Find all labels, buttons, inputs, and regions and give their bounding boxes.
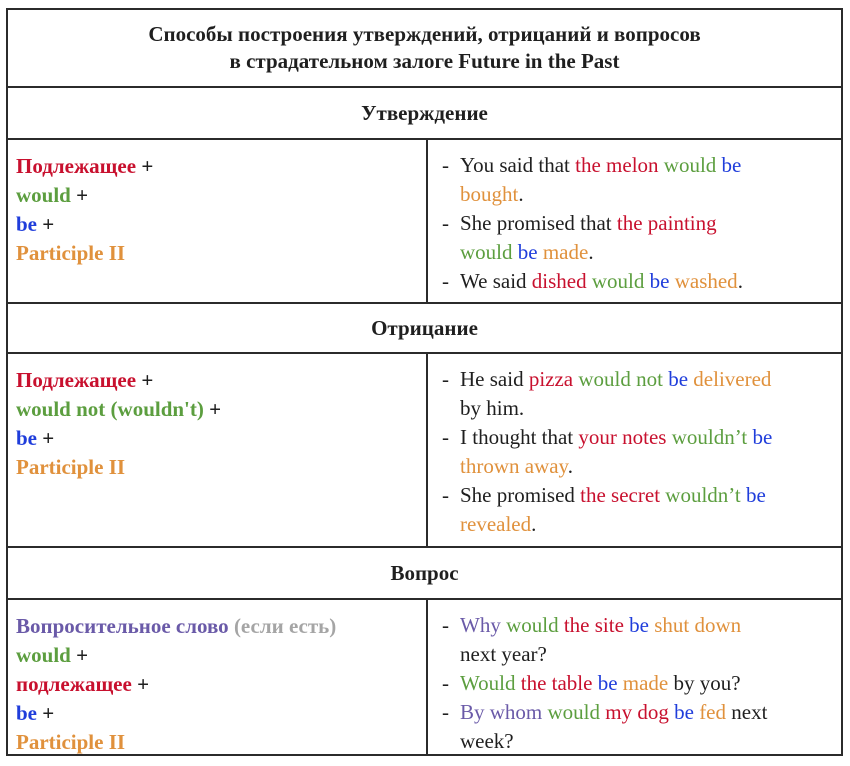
example-segment: By whom	[460, 700, 543, 724]
example-segment: by you?	[668, 671, 741, 695]
bullet-dash: -	[442, 367, 449, 391]
example-item	[440, 151, 835, 209]
example-segment: the secret	[580, 483, 661, 507]
example-item	[440, 698, 835, 756]
example-segment: the painting	[616, 211, 717, 235]
section-body-row	[8, 600, 841, 754]
example-item	[440, 267, 835, 296]
example-segment: next	[726, 700, 768, 724]
example-segment: She promised that	[460, 211, 617, 235]
example-segment: be	[623, 613, 655, 637]
example-segment: by him.	[460, 396, 525, 420]
formula-segment: Подлежащее	[16, 154, 137, 178]
example-line	[460, 238, 835, 267]
formula-segment: (если есть)	[228, 614, 337, 638]
formula-segment: +	[136, 154, 154, 178]
formula-segment: +	[37, 701, 55, 725]
example-segment: your notes	[578, 425, 667, 449]
example-segment: pizza	[528, 367, 574, 391]
formula-line	[16, 612, 418, 641]
formula-line	[16, 641, 418, 670]
example-segment: wouldn’t	[660, 483, 746, 507]
example-segment: be	[745, 483, 766, 507]
bullet-dash: -	[442, 153, 449, 177]
example-segment: be	[517, 240, 543, 264]
example-item	[440, 423, 835, 481]
example-line	[460, 669, 835, 698]
example-line	[460, 452, 835, 481]
example-segment: She promised	[460, 483, 581, 507]
example-segment: Why	[460, 613, 501, 637]
formula-segment: Participle II	[16, 730, 126, 754]
formula-segment: +	[70, 183, 89, 207]
formula-line	[16, 239, 418, 268]
bullet-dash: -	[442, 671, 449, 695]
section-header-row	[8, 548, 841, 600]
example-segment: washed	[674, 269, 738, 293]
example-segment: would	[460, 240, 518, 264]
example-segment: the site	[563, 613, 624, 637]
formula-segment: +	[37, 426, 55, 450]
example-segment: bought	[460, 182, 519, 206]
example-line	[460, 698, 835, 727]
example-segment: my dog	[605, 700, 669, 724]
example-segment: would	[658, 153, 722, 177]
example-segment: shut down	[654, 613, 742, 637]
example-segment: dished	[531, 269, 587, 293]
example-segment: We said	[460, 269, 532, 293]
formula-segment: Подлежащее	[16, 368, 137, 392]
example-segment: wouldn’t	[666, 425, 753, 449]
example-segment: made	[622, 671, 669, 695]
section-header-negative: Отрицание	[371, 316, 478, 340]
formula-segment: +	[136, 368, 154, 392]
example-line	[460, 151, 835, 180]
formula-line	[16, 699, 418, 728]
example-segment: .	[518, 182, 524, 206]
table-title	[8, 10, 841, 86]
title-line-1: Способы построения утверждений, отрицаний и вопросов	[148, 22, 701, 46]
bullet-dash: -	[442, 211, 449, 235]
formula-line	[16, 728, 418, 757]
formula-line	[16, 210, 418, 239]
example-item	[440, 669, 835, 698]
formula-line	[16, 424, 418, 453]
example-segment: would not	[573, 367, 669, 391]
formula-segment: +	[131, 672, 150, 696]
example-segment: Would	[460, 671, 516, 695]
formula-segment: +	[37, 212, 55, 236]
example-segment: would	[542, 700, 606, 724]
bullet-dash: -	[442, 700, 449, 724]
example-line	[460, 180, 835, 209]
formula-line	[16, 453, 418, 482]
example-line	[460, 267, 835, 296]
example-line	[460, 727, 835, 756]
formula-segment: would	[16, 183, 71, 207]
example-item	[440, 611, 835, 669]
example-segment: the table	[515, 671, 593, 695]
formula-segment: +	[70, 643, 89, 667]
example-segment: He said	[460, 367, 529, 391]
example-item	[440, 209, 835, 267]
example-line	[460, 394, 835, 423]
example-item	[440, 481, 835, 539]
examples-cell-negative	[428, 354, 841, 546]
example-segment: delivered	[693, 367, 772, 391]
formula-segment: be	[16, 212, 37, 236]
section-body-row	[8, 354, 841, 548]
example-segment: You said that	[460, 153, 576, 177]
formula-segment: Participle II	[16, 455, 126, 479]
example-segment: be	[752, 425, 773, 449]
title-line-2: в страдательном залоге Future in the Past	[229, 49, 620, 73]
examples-cell-question	[428, 600, 841, 754]
example-segment: would	[586, 269, 650, 293]
section-header-row	[8, 88, 841, 140]
example-line	[460, 365, 835, 394]
example-segment: .	[737, 269, 743, 293]
formula-cell-negative	[8, 354, 428, 546]
section-header-row	[8, 304, 841, 354]
formula-segment: Participle II	[16, 241, 126, 265]
formula-segment: be	[16, 701, 37, 725]
formula-cell-question	[8, 600, 428, 754]
example-item	[440, 365, 835, 423]
section-header-affirmative: Утверждение	[361, 101, 488, 125]
example-line	[460, 611, 835, 640]
grammar-table	[6, 8, 843, 756]
example-segment: made	[542, 240, 589, 264]
formula-segment: would not (wouldn't)	[16, 397, 204, 421]
example-segment: the melon	[575, 153, 659, 177]
title-row	[8, 10, 841, 88]
example-segment: I thought that	[460, 425, 579, 449]
example-segment: thrown away	[460, 454, 568, 478]
example-segment: be	[592, 671, 623, 695]
example-segment: .	[588, 240, 594, 264]
example-segment: would	[500, 613, 564, 637]
example-segment: be	[721, 153, 742, 177]
formula-line	[16, 181, 418, 210]
example-line	[460, 423, 835, 452]
formula-segment: be	[16, 426, 37, 450]
bullet-dash: -	[442, 483, 449, 507]
bullet-dash: -	[442, 425, 449, 449]
bullet-dash: -	[442, 269, 449, 293]
example-line	[460, 510, 835, 539]
formula-segment: Вопросительное слово	[16, 614, 229, 638]
example-segment: next year?	[460, 642, 547, 666]
section-body-row	[8, 140, 841, 304]
example-segment: be	[668, 700, 700, 724]
examples-cell-affirmative	[428, 140, 841, 302]
formula-line	[16, 366, 418, 395]
section-header-question: Вопрос	[390, 561, 459, 585]
example-segment: .	[567, 454, 573, 478]
example-segment: be	[668, 367, 694, 391]
example-segment: be	[649, 269, 675, 293]
bullet-dash: -	[442, 613, 449, 637]
example-line	[460, 209, 835, 238]
formula-line	[16, 152, 418, 181]
formula-segment: would	[16, 643, 71, 667]
example-line	[460, 640, 835, 669]
example-segment: revealed	[460, 512, 532, 536]
example-segment: fed	[699, 700, 727, 724]
formula-line	[16, 670, 418, 699]
example-segment: week?	[460, 729, 514, 753]
example-segment: .	[531, 512, 537, 536]
formula-cell-affirmative	[8, 140, 428, 302]
formula-segment: подлежащее	[16, 672, 132, 696]
formula-line	[16, 395, 418, 424]
example-line	[460, 481, 835, 510]
formula-segment: +	[203, 397, 222, 421]
